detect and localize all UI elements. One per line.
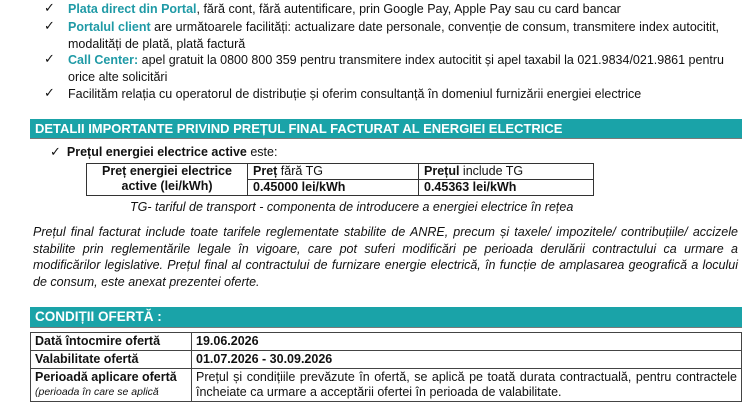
list-item: ✓ Plata direct din Portal, fără cont, fără autentificare, prin Google Pay, Apple Pay sau cu card bancar bbox=[44, 1, 621, 16]
price-with-tg-value: 0.45363 lei/kWh bbox=[419, 180, 594, 196]
client-portal-label: Portalul client bbox=[68, 20, 151, 34]
table-row bbox=[87, 164, 594, 180]
price-with-tg-header: Prețul include TG bbox=[419, 164, 594, 180]
call-center-label: Call Center: bbox=[68, 53, 139, 67]
price-table-header-label: Preț energiei electrice active (lei/kWh) bbox=[87, 164, 248, 196]
checkmark-icon: ✓ bbox=[50, 145, 61, 160]
price-intro: ✓ Prețul energiei electrice active este: bbox=[50, 145, 278, 160]
checkmark-icon: ✓ bbox=[44, 86, 55, 101]
offer-period-value: Prețul și condițiile prevăzute în ofertă, se aplică pe toată durata contractuală, pentru contractele încheiate ca urmare a acceptării ofertei în perioada de valabilitate. bbox=[192, 369, 742, 402]
price-without-tg-value: 0.45000 lei/kWh bbox=[248, 180, 419, 196]
price-table bbox=[86, 163, 594, 196]
checkmark-icon: ✓ bbox=[44, 19, 55, 34]
offer-date-label: Dată întocmire ofertă bbox=[31, 333, 192, 351]
offer-period-label: Perioadă aplicare ofertă (perioada în care se aplică bbox=[31, 369, 192, 402]
offer-validity-value: 01.07.2026 - 30.09.2026 bbox=[192, 351, 742, 369]
divider bbox=[30, 327, 742, 328]
divider bbox=[30, 138, 742, 139]
price-without-tg-header: Preț fără TG bbox=[248, 164, 419, 180]
list-item: ✓ Call Center: apel gratuit la 0800 800 359 pentru transmitere index autocitit și apel taxabil la 021.9834/021.9861 pentru orice alte solicitări bbox=[44, 52, 724, 84]
table-row bbox=[31, 333, 742, 351]
checkmark-icon: ✓ bbox=[44, 52, 55, 67]
final-price-paragraph: Prețul final facturat include toate tarifele reglementate stabilite de ANRE, precum și taxele/ impozitele/ contribuțiile/ accizele stabilite prin reglementările legale în vigoare, care pot suferi modificări pe perioada derulării contractului ca urmare a modificărilor legislative. Prețul final al contractului de furnizare energie electrică, în funcție de amplasarea geografică a locului de consum, este anexat prezentei oferte. bbox=[33, 225, 738, 289]
checkmark-icon: ✓ bbox=[44, 1, 55, 16]
portal-payment-label: Plata direct din Portal bbox=[68, 2, 197, 16]
section-title-offer-conditions: CONDIȚII OFERTĂ : bbox=[30, 307, 742, 327]
list-item: ✓ Facilităm relația cu operatorul de distribuție și oferim consultanță în domeniul furnizării energiei electrice bbox=[44, 86, 642, 101]
offer-conditions-table bbox=[30, 332, 742, 402]
offer-date-value: 19.06.2026 bbox=[192, 333, 742, 351]
list-item: ✓ Portalul client are următoarele facilități: actualizare date personale, convenție de consum, transmitere index autocitit, modalități de plată, plată factură bbox=[44, 19, 720, 51]
offer-validity-label: Valabilitate ofertă bbox=[31, 351, 192, 369]
section-title-price-details: DETALII IMPORTANTE PRIVIND PREȚUL FINAL FACTURAT AL ENERGIEI ELECTRICE bbox=[30, 119, 742, 138]
table-row bbox=[31, 351, 742, 369]
tg-footnote: TG- tariful de transport - componenta de introducere a energiei electrice în rețea bbox=[130, 200, 574, 214]
table-row bbox=[31, 369, 742, 402]
